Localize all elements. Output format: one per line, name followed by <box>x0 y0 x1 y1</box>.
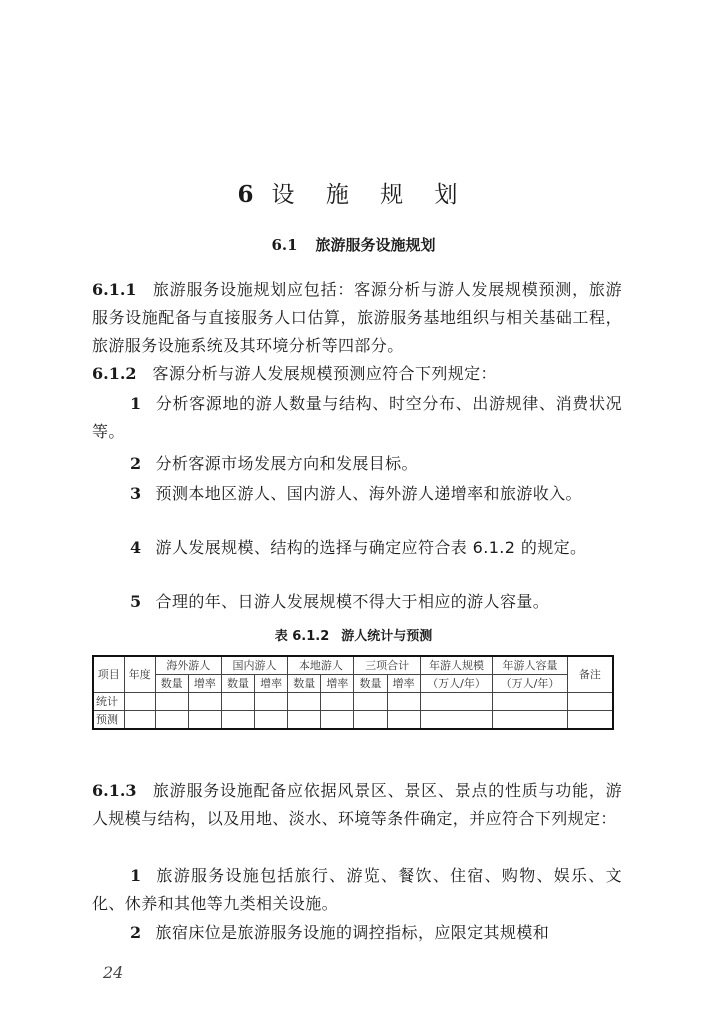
table-row <box>93 693 613 711</box>
table-row <box>93 711 613 730</box>
clause-6-1-2 <box>92 360 622 388</box>
header-annual-scale: 年游人规模 <box>420 656 493 675</box>
table-number: 表 6.1.2 <box>274 629 330 644</box>
item-text: 分析客源地的游人数量与结构、时空分布、出游规律、消费状况等。 <box>92 394 622 441</box>
header-note: 备注 <box>567 656 613 693</box>
table-cell <box>321 711 354 730</box>
item-number: 2 <box>130 454 142 473</box>
subheader-capacity-unit: （万人/年） <box>493 675 568 693</box>
item-text: 合理的年、日游人发展规模不得大于相应的游人容量。 <box>155 592 550 611</box>
item-text: 旅宿床位是旅游服务设施的调控指标，应限定其规模和 <box>155 923 550 942</box>
subheader-qty: 数量 <box>354 675 387 693</box>
visitor-statistics-table <box>92 655 614 730</box>
chapter-heading <box>0 176 707 209</box>
table-cell <box>255 693 288 711</box>
chapter-title: 设 施 规 划 <box>271 182 470 208</box>
list-item <box>92 534 622 562</box>
table-cell <box>387 711 420 730</box>
item-number: 3 <box>130 484 142 503</box>
section-number: 6.1 <box>271 236 298 254</box>
table-cell <box>155 693 188 711</box>
clause-number: 6.1.2 <box>92 364 137 383</box>
page-number: 24 <box>103 963 124 982</box>
table-cell <box>493 711 568 730</box>
table-cell <box>124 711 155 730</box>
table-cell <box>124 693 155 711</box>
list-item <box>92 862 622 918</box>
table-title: 游人统计与预测 <box>341 629 433 644</box>
clause-number: 6.1.3 <box>92 781 137 800</box>
table-cell <box>420 693 493 711</box>
clause-text: 旅游服务设施配备应依据风景区、景区、景点的性质与功能，游人规模与结构，以及用地、淡水、环境等条件确定，并应符合下列规定： <box>92 781 622 828</box>
section-title: 旅游服务设施规划 <box>315 236 436 254</box>
table-cell <box>188 711 221 730</box>
table-header-row <box>93 656 613 675</box>
table-cell <box>221 693 254 711</box>
table-cell <box>387 693 420 711</box>
table-cell <box>155 711 188 730</box>
list-item <box>92 588 622 616</box>
table-cell <box>493 693 568 711</box>
row-label-statistics: 统计 <box>93 693 124 711</box>
table-cell <box>288 693 321 711</box>
clause-6-1-1 <box>92 276 622 360</box>
clause-6-1-3 <box>92 777 622 833</box>
clause-text: 客源分析与游人发展规模预测应符合下列规定： <box>152 364 497 383</box>
subheader-annual-unit: （万人/年） <box>420 675 493 693</box>
table-cell <box>567 693 613 711</box>
chapter-number: 6 <box>237 181 272 208</box>
subheader-rate: 增率 <box>255 675 288 693</box>
item-number: 1 <box>130 866 142 885</box>
item-text: 游人发展规模、结构的选择与确定应符合表 6.1.2 的规定。 <box>155 538 587 557</box>
clause-text: 旅游服务设施规划应包括：客源分析与游人发展规模预测，旅游服务设施配备与直接服务人口估算，旅游服务基地组织与相关基础工程，旅游服务设施系统及其环境分析等四部分。 <box>92 280 622 355</box>
header-item: 项目 <box>93 656 124 693</box>
item-text: 分析客源市场发展方向和发展目标。 <box>155 454 418 473</box>
subheader-qty: 数量 <box>155 675 188 693</box>
item-number: 4 <box>130 538 142 557</box>
table-cell <box>288 711 321 730</box>
table-cell <box>255 711 288 730</box>
item-number: 2 <box>130 923 142 942</box>
clause-number: 6.1.1 <box>92 280 137 299</box>
table-cell <box>321 693 354 711</box>
subheader-rate: 增率 <box>188 675 221 693</box>
header-annual-capacity: 年游人容量 <box>493 656 568 675</box>
subheader-rate: 增率 <box>321 675 354 693</box>
table-cell <box>567 711 613 730</box>
list-item <box>92 450 622 478</box>
subheader-qty: 数量 <box>288 675 321 693</box>
item-number: 5 <box>130 592 142 611</box>
table-cell <box>354 693 387 711</box>
row-label-forecast: 预测 <box>93 711 124 730</box>
table-cell <box>354 711 387 730</box>
header-overseas: 海外游人 <box>155 656 221 675</box>
item-text: 旅游服务设施包括旅行、游览、餐饮、住宿、购物、娱乐、文化、休养和其他等九类相关设施。 <box>92 866 622 913</box>
list-item <box>92 480 622 508</box>
table-cell <box>420 711 493 730</box>
section-heading <box>0 234 707 255</box>
header-total: 三项合计 <box>354 656 420 675</box>
header-domestic: 国内游人 <box>221 656 287 675</box>
list-item <box>92 390 622 446</box>
table-cell <box>221 711 254 730</box>
item-number: 1 <box>130 394 142 413</box>
table-subheader-row <box>93 675 613 693</box>
header-year: 年度 <box>124 656 155 693</box>
header-local: 本地游人 <box>288 656 354 675</box>
table-caption <box>0 625 707 644</box>
subheader-qty: 数量 <box>221 675 254 693</box>
table-cell <box>188 693 221 711</box>
subheader-rate: 增率 <box>387 675 420 693</box>
list-item <box>92 919 622 947</box>
item-text: 预测本地区游人、国内游人、海外游人递增率和旅游收入。 <box>155 484 582 503</box>
